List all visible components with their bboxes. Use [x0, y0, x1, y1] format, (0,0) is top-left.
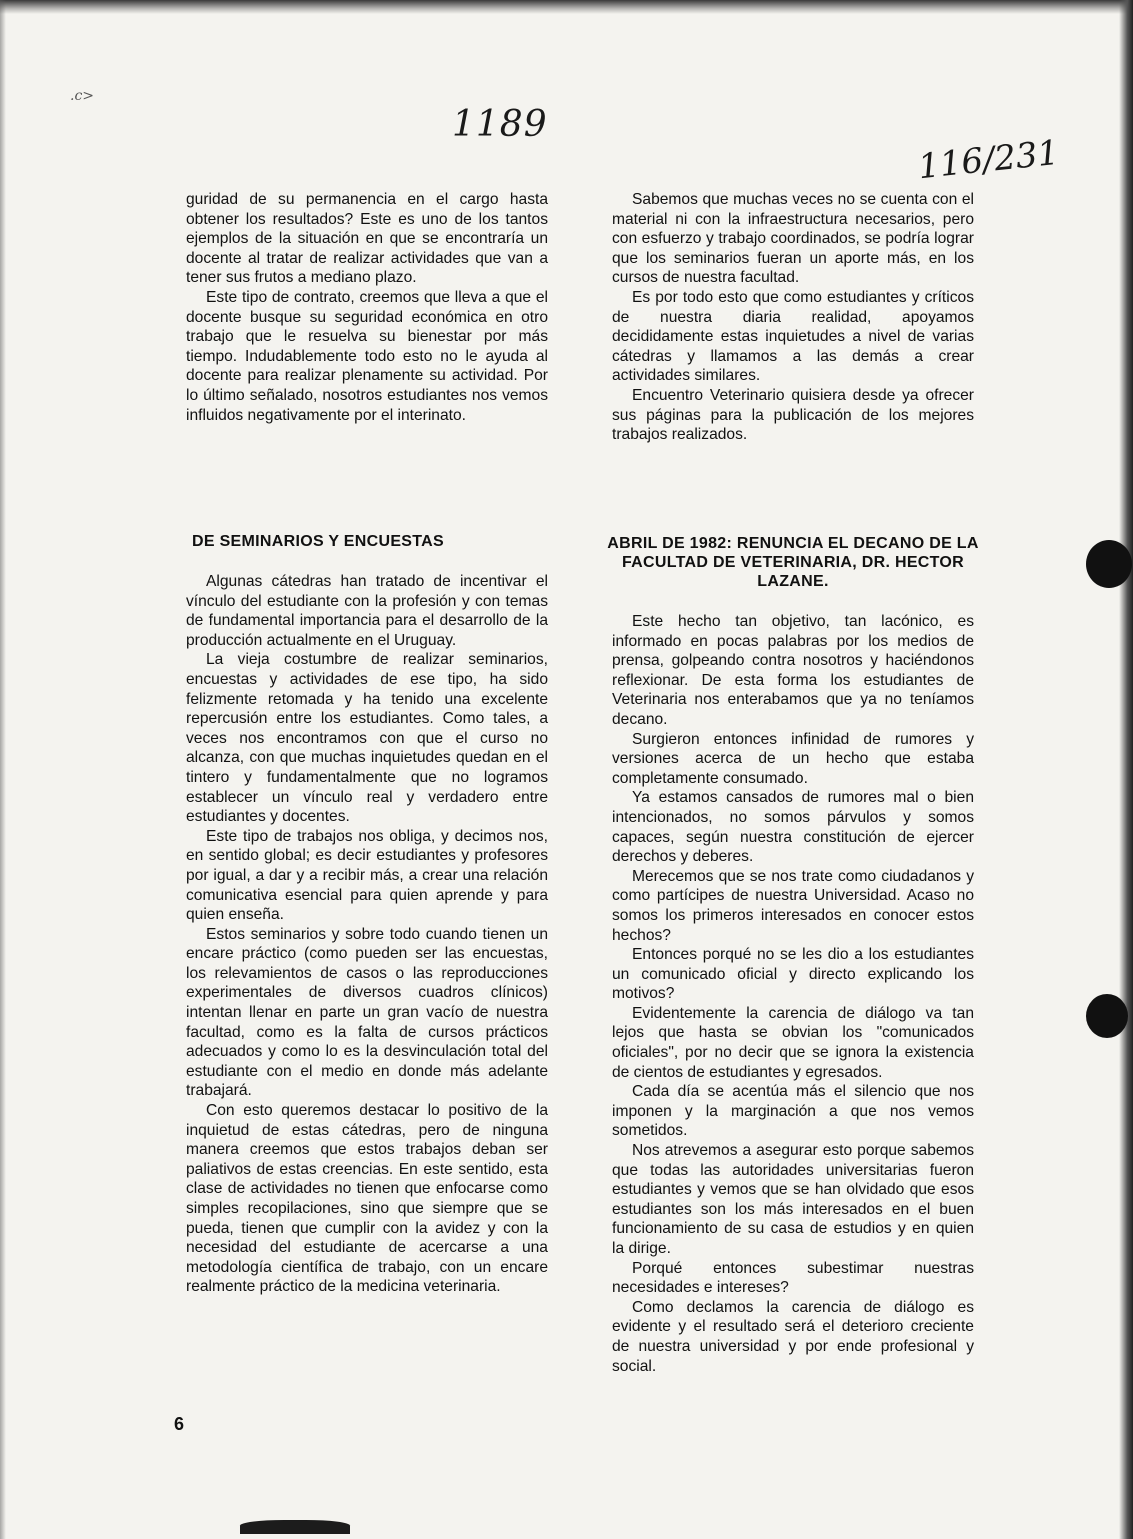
- paragraph: Surgieron entonces infinidad de rumores y versiones acerca de un hecho que estaba completamente consumado.: [612, 730, 974, 787]
- paragraph: Estos seminarios y sobre todo cuando tienen un encare práctico (como pueden ser las encuestas, los relevamientos de casos o las reproducciones experimentales de diversos cuadros clínicos) intentan llenar en parte un gran vacío de nuestra facultad, como es la falta de cursos prácticos adecuados y como lo es la desvinculación total del estudiante con el medio en donde más adelante trabajará.: [186, 925, 548, 1100]
- paragraph: Evidentemente la carencia de diálogo va tan lejos que hasta se obvian los "comunicados oficiales", por no decir que se ignora la existencia de cientos de estudiantes y egresados.: [612, 1004, 974, 1081]
- section-heading-seminarios: DE SEMINARIOS Y ENCUESTAS: [192, 533, 444, 550]
- paragraph: Es por todo esto que como estudiantes y críticos de nuestra diaria realidad, apoyamos decididamente estas inquietudes a nivel de varias cátedras y llamamos a las demás a crear actividades similares.: [612, 288, 974, 385]
- paragraph: Este hecho tan objetivo, tan lacónico, es informado en pocas palabras por los medios de prensa, golpeando contra nosotros y haciéndonos reflexionar. De esta forma los estudiantes de Veterinaria nos enterabamos que ya no teníamos decano.: [612, 613, 974, 728]
- paragraph: Entonces porqué no se les dio a los estudiantes un comunicado oficial y directo explicando los motivos?: [612, 946, 974, 1003]
- paragraph: Sabemos que muchas veces no se cuenta con el material ni con la infraestructura necesarios, pero con esfuerzo y trabajo coordinados, se podría lograr que los seminarios fueran un aporte más, en los cursos de nuestra facultad.: [612, 191, 974, 287]
- scan-smudge: [240, 1520, 350, 1534]
- handwritten-folio: 1189: [452, 104, 548, 145]
- paragraph: Nos atrevemos a asegurar esto porque sabemos que todas las autoridades universitarias fueron estudiantes y vemos que se han olvidado que esos estudiantes son los más interesados en el buen funcionamiento de su casa de estudios y en quien la dirige.: [612, 1142, 974, 1257]
- column-right-top: [612, 190, 974, 445]
- column-right-bottom: [612, 612, 974, 1376]
- paragraph: Porqué entonces subestimar nuestras necesidades e intereses?: [612, 1259, 974, 1297]
- column-left-bottom: [186, 572, 548, 1297]
- paragraph: Este tipo de trabajos nos obliga, y decimos nos, en sentido global; es decir estudiantes y profesores por igual, a dar y a recibir más, a crear una relación comunicativa esencial para quien aprende y para quien enseña.: [186, 827, 548, 924]
- paragraph: Ya estamos cansados de rumores mal o bien intencionados, no somos párvulos y somos capaces, según nuestra constitución de ejercer derechos y deberes.: [612, 789, 974, 866]
- paragraph: guridad de su permanencia en el cargo hasta obtener los resultados? Este es uno de los tantos ejemplos de la situación en que se encontraría un docente al tratar de realizar actividades que van a tener sus frutos a mediano plazo.: [186, 191, 548, 287]
- paragraph: Algunas cátedras han tratado de incentivar el vínculo del estudiante con la profesión y con temas de fundamental importancia para el desarrollo de la producción actualmente en el Uruguay.: [186, 573, 548, 649]
- paragraph: Encuentro Veterinario quisiera desde ya ofrecer sus páginas para la publicación de los mejores trabajos realizados.: [612, 386, 974, 444]
- scan-edge-left: [0, 0, 6, 1539]
- ink-blot: [1086, 540, 1132, 588]
- corner-mark: .c>: [70, 88, 95, 104]
- page-number: 6: [174, 1414, 185, 1434]
- section-heading-renuncia: ABRIL DE 1982: RENUNCIA EL DECANO DE LA FACULTAD DE VETERINARIA, DR. HECTOR LAZANE.: [607, 535, 979, 590]
- scan-edge-right: [1119, 0, 1133, 1539]
- paragraph: Con esto queremos destacar lo positivo de la inquietud de estas cátedras, pero de ninguna manera creemos que estos trabajos deban ser paliativos de estas creencias. En este sentido, esta clase de actividades no tienen que enfocarse como simples recopilaciones, sino que siempre que se pueda, tienen que cumplir con la avidez y con la necesidad del estudiante de acercarse a una metodología científica de trabajo, con un encare realmente práctico de la medicina veterinaria.: [186, 1102, 548, 1296]
- handwritten-folio-secondary: 116/231: [916, 132, 1061, 188]
- paragraph: Este tipo de contrato, creemos que lleva a que el docente busque su seguridad económica en otro trabajo que le resuelva su bienestar por más tiempo. Indudablemente todo esto no le ayuda al docente para realizar plenamente su actividad. Por lo último señalado, nosotros estudiantes nos vemos influidos negativamente por el interinato.: [186, 288, 548, 424]
- paragraph: Merecemos que se nos trate como ciudadanos y como partícipes de nuestra Universidad. Acaso no somos los primeros interesados en conocer estos hechos?: [612, 867, 974, 944]
- column-left-top: [186, 190, 548, 425]
- scan-edge-top: [0, 0, 1133, 14]
- paragraph: Cada día se acentúa más el silencio que nos imponen y la marginación a que nos vemos sometidos.: [612, 1083, 974, 1140]
- paragraph: Como declamos la carencia de diálogo es evidente y el resultado será el deterioro creciente de nuestra universidad y por ende profesional y social.: [612, 1298, 974, 1375]
- ink-blot: [1086, 994, 1128, 1038]
- paragraph: La vieja costumbre de realizar seminarios, encuestas y actividades de ese tipo, ha sido felizmente retomada y ha tenido una excelente repercusión entre los estudiantes. Como tales, a veces nos encontramos con que el curso no alcanza, con que muchas inquietudes quedan en el tintero y fundamentalmente que no logramos establecer un vínculo real y verdadero entre estudiantes y docentes.: [186, 651, 548, 826]
